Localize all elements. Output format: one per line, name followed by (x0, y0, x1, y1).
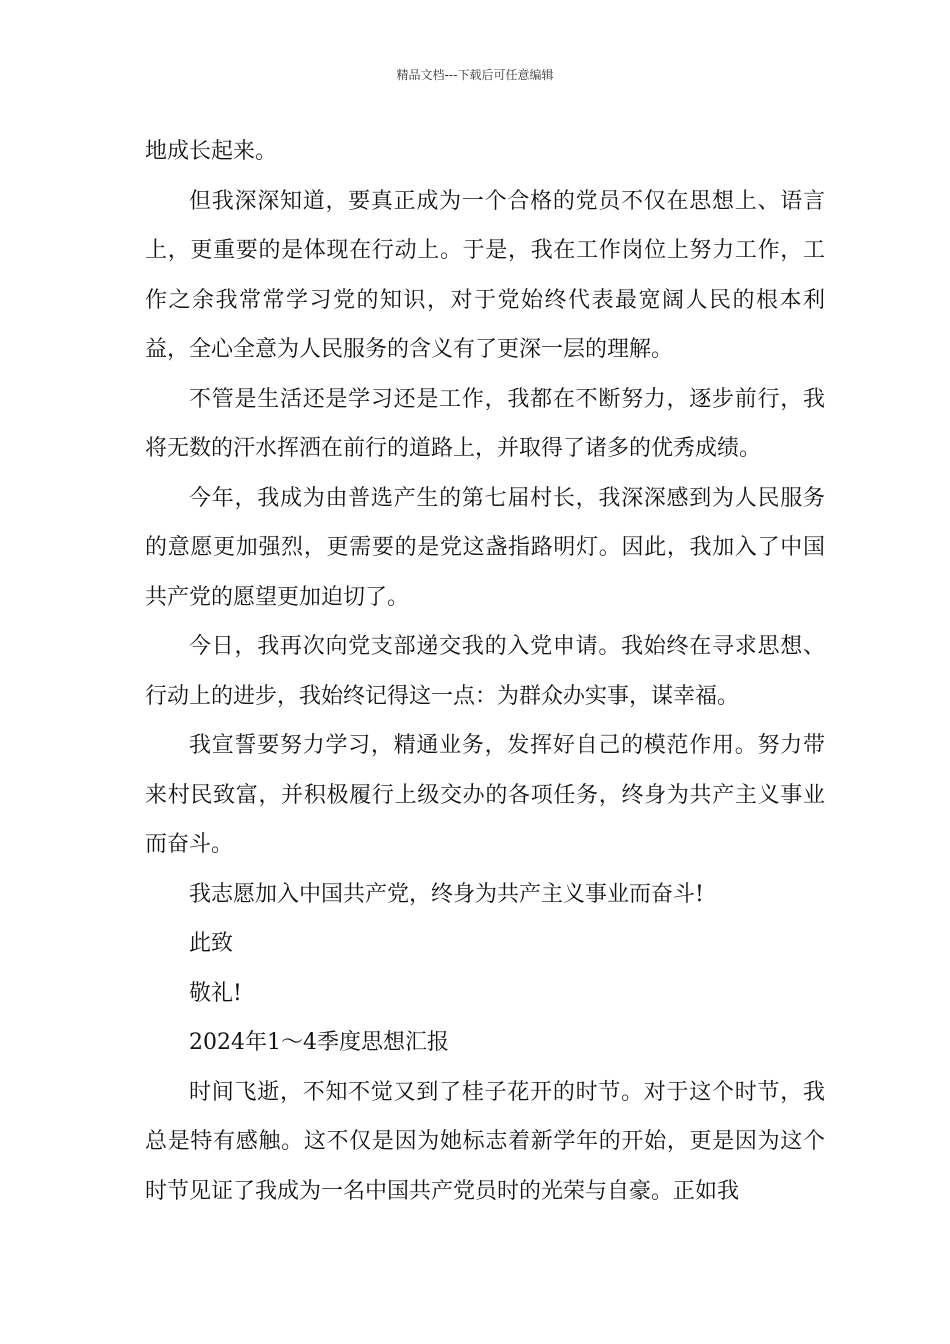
paragraph-oath: 我宣誓要努力学习，精通业务，发挥好自己的模范作用。努力带来村民致富，并积极履行上级交办的各项任务，终身为共产主义事业而奋斗。 (145, 733, 825, 857)
closing-regards: 敬礼! (189, 980, 242, 1006)
paragraph-progress: 不管是生活还是学习还是工作，我都在不断努力，逐步前行，我将无数的汗水挥洒在前行的道路上，并取得了诸多的优秀成绩。 (145, 386, 825, 461)
paragraph-time-flies: 时间飞逝，不知不觉又到了桂子花开的时节。对于这个时节，我总是特有感触。这不仅是因为她标志着新学年的开始，更是因为这个时节见证了我成为一名中国共产党员时的光荣与自豪。正如我 (145, 1079, 825, 1204)
paragraph-continuation: 地成长起来。 (145, 139, 278, 164)
document-body (145, 127, 825, 1216)
paragraph-actions: 但我深深知道，要真正成为一个合格的党员不仅在思想上、语言上，更重要的是体现在行动上。于是，我在工作岗位上努力工作，工作之余我常常学习党的知识，对于党始终代表最宽阔人民的根本利益，全心全意为人民服务的含义有了更深一层的理解。 (145, 188, 825, 362)
paragraph-volunteer: 我志愿加入中国共产党，终身为共产主义事业而奋斗! (189, 881, 704, 907)
paragraph-application: 今日，我再次向党支部递交我的入党申请。我始终在寻求思想、行动上的进步，我始终记得这一点：为群众办实事，谋幸福。 (145, 634, 825, 709)
closing-salutation: 此致 (189, 931, 234, 956)
section-title: 2024年1～4季度思想汇报 (189, 1030, 449, 1055)
page-header: 精品文档---下载后可任意编辑 (396, 68, 554, 82)
paragraph-village-head: 今年，我成为由普选产生的第七届村长，我深深感到为人民服务的意愿更加强烈，更需要的是党这盏指路明灯。因此，我加入了中国共产党的愿望更加迫切了。 (145, 485, 825, 610)
